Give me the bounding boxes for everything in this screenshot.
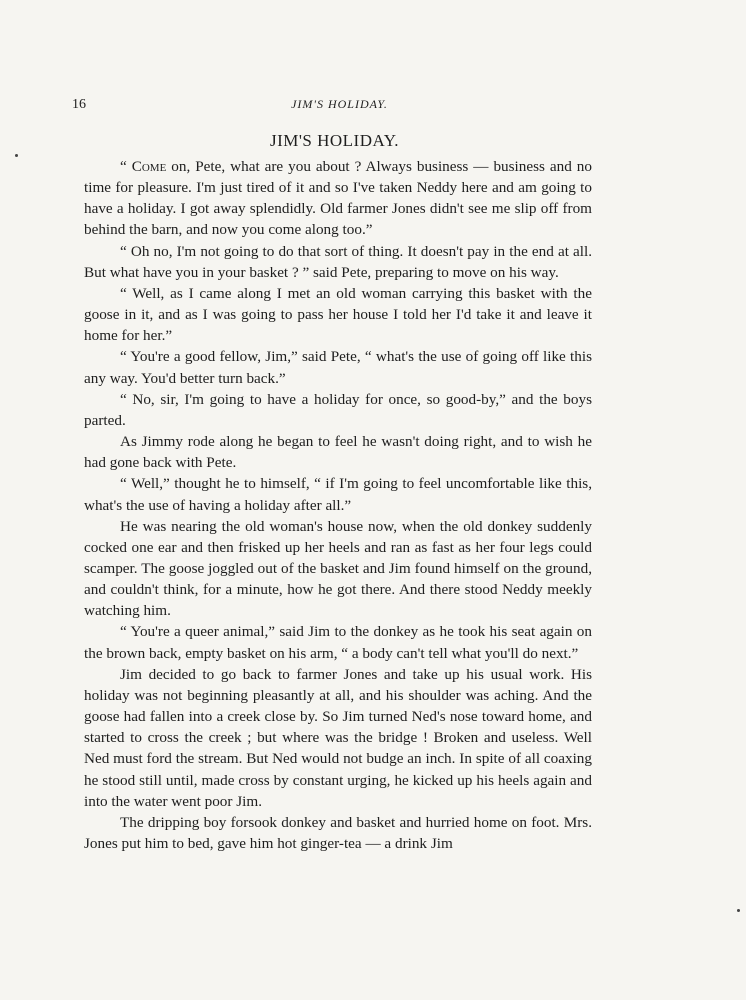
small-caps-lead: Come bbox=[131, 158, 167, 175]
paper-speck bbox=[737, 909, 740, 912]
paragraph: Jim decided to go back to farmer Jones and take up his usual work. His holiday was not beginning pleasantly at all, and his shoulder was aching. And the goose had fallen into a creek close by. So Jim turned Ned's nose toward home, and started to cross the creek ; but where was the bridge ! Broken and useless. Well Ned must ford the stream. But Ned would not budge an inch. In spite of all coaxing he stood still until, made cross by constant urging, he kicked up his heels again and into the water went poor Jim. bbox=[84, 665, 592, 810]
open-quote: “ bbox=[120, 158, 132, 175]
paragraph: “ Well,” thought he to himself, “ if I'm going to feel uncomfortable like this, what's the use of having a holiday after all.” bbox=[84, 475, 592, 514]
story-title: JIM'S HOLIDAY. bbox=[269, 131, 400, 150]
paragraph: “ Oh no, I'm not going to do that sort of thing. It doesn't pay in the end at all. But what have you in your basket ? ” said Pete, preparing to move on his way. bbox=[84, 242, 592, 281]
paragraph: The dripping boy forsook donkey and basket and hurried home on foot. Mrs. Jones put him to bed, gave him hot ginger-tea — a drink Jim bbox=[84, 813, 592, 852]
paragraph: “ You're a good fellow, Jim,” said Pete, “ what's the use of going off like this any way. You'd better turn back.” bbox=[84, 348, 592, 387]
paper-speck bbox=[15, 154, 18, 157]
paragraph: “ Well, as I came along I met an old woman carrying this basket with the goose in it, and as I was going to pass her house I told her I'd take it and leave it home for her.” bbox=[84, 284, 592, 345]
running-title: JIM'S HOLIDAY. bbox=[291, 97, 388, 111]
paragraph bbox=[84, 156, 592, 241]
story-body bbox=[84, 156, 592, 854]
running-head bbox=[72, 97, 597, 117]
paragraph: “ You're a queer animal,” said Jim to the donkey as he took his seat again on the brown back, empty basket on his arm, “ a body can't tell what you'll do next.” bbox=[84, 623, 592, 662]
paragraph: “ No, sir, I'm going to have a holiday for once, so good-by,” and the boys parted. bbox=[84, 390, 592, 429]
paragraph: He was nearing the old woman's house now, when the old donkey suddenly cocked one ear and then frisked up her heels and ran as fast as her four legs could scamper. The goose joggled out of the basket and Jim found himself on the ground, and couldn't think, for a minute, how he got there. And there stood Neddy meekly watching him. bbox=[84, 517, 592, 620]
paragraph-text: on, Pete, what are you about ? Always business — business and no time for pleasure. I'm just tired of it and so I've taken Neddy here and am going to have a holiday. I got away splendidly. Old farmer Jones didn't see me slip off from behind the barn, and now you come along too.” bbox=[84, 158, 592, 239]
paragraph: As Jimmy rode along he began to feel he wasn't doing right, and to wish he had gone back with Pete. bbox=[84, 433, 592, 472]
page-number: 16 bbox=[72, 97, 86, 112]
